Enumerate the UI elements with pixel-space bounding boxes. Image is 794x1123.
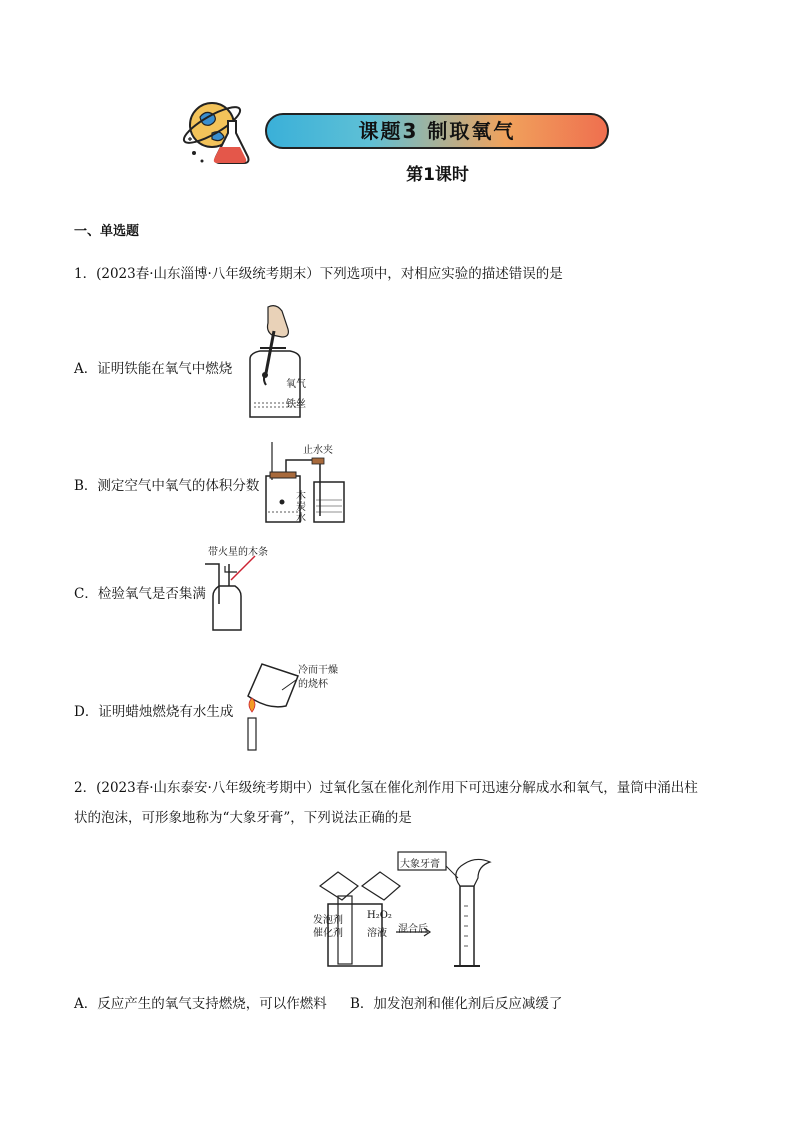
- fig2-label-mixed: 混合后: [398, 924, 428, 935]
- q2-option-a: A．反应产生的氧气支持燃烧，可以作燃料: [74, 996, 327, 1012]
- fig2-label-solution: 溶液: [367, 928, 387, 939]
- page-subtitle: 第1课时: [406, 165, 469, 185]
- page-title: 课题3 制取氧气: [358, 119, 516, 143]
- fig-b-label-2: 炭: [296, 502, 306, 513]
- fig-b-label-3: 水: [296, 513, 306, 524]
- fig2-label-foaming: 发泡剂: [313, 915, 343, 926]
- fig2-label-catalyst: 催化剂: [313, 928, 343, 939]
- fig-a-label-oxygen: 氧气: [286, 379, 306, 390]
- section-heading: 一、单选题: [74, 224, 140, 239]
- fig2-label-h2o2: H₂O₂: [367, 910, 392, 921]
- fig2-label-box: 大象牙膏: [400, 859, 440, 870]
- question-1-text: 1．(2023春·山东淄博·八年级统考期末）下列选项中，对相应实验的描述错误的是: [74, 266, 563, 282]
- q1-option-a: A．证明铁能在氧气中燃烧: [74, 361, 233, 377]
- science-logo-icon: [182, 95, 262, 170]
- oxygen-full-test-figure: [205, 556, 285, 636]
- fig-c-label: 带火星的木条: [208, 547, 268, 558]
- fig-d-label-2: 的烧杯: [298, 679, 328, 690]
- iron-wire-oxygen-figure: [240, 303, 320, 423]
- q1-option-b: B．测定空气中氧气的体积分数: [74, 478, 260, 494]
- q2-option-b: B．加发泡剂和催化剂后反应减缓了: [350, 996, 563, 1012]
- fig-d-label-1: 冷而干燥: [298, 665, 338, 676]
- fig-b-label-clamp: 止水夹: [303, 445, 333, 456]
- fig-b-label-1: 木: [296, 491, 306, 502]
- question-2-line-2: 状的泡沫，可形象地称为“大象牙膏”，下列说法正确的是: [74, 810, 412, 826]
- question-2-line-1: 2．(2023春·山东泰安·八年级统考期中）过氧化氢在催化剂作用下可迅速分解成水和氧气，量筒中涌出柱: [74, 780, 698, 796]
- fig-a-label-iron: 铁丝: [286, 399, 306, 410]
- q1-option-d: D．证明蜡烛燃烧有水生成: [74, 704, 234, 720]
- q1-option-c: C．检验氧气是否集满: [74, 586, 206, 602]
